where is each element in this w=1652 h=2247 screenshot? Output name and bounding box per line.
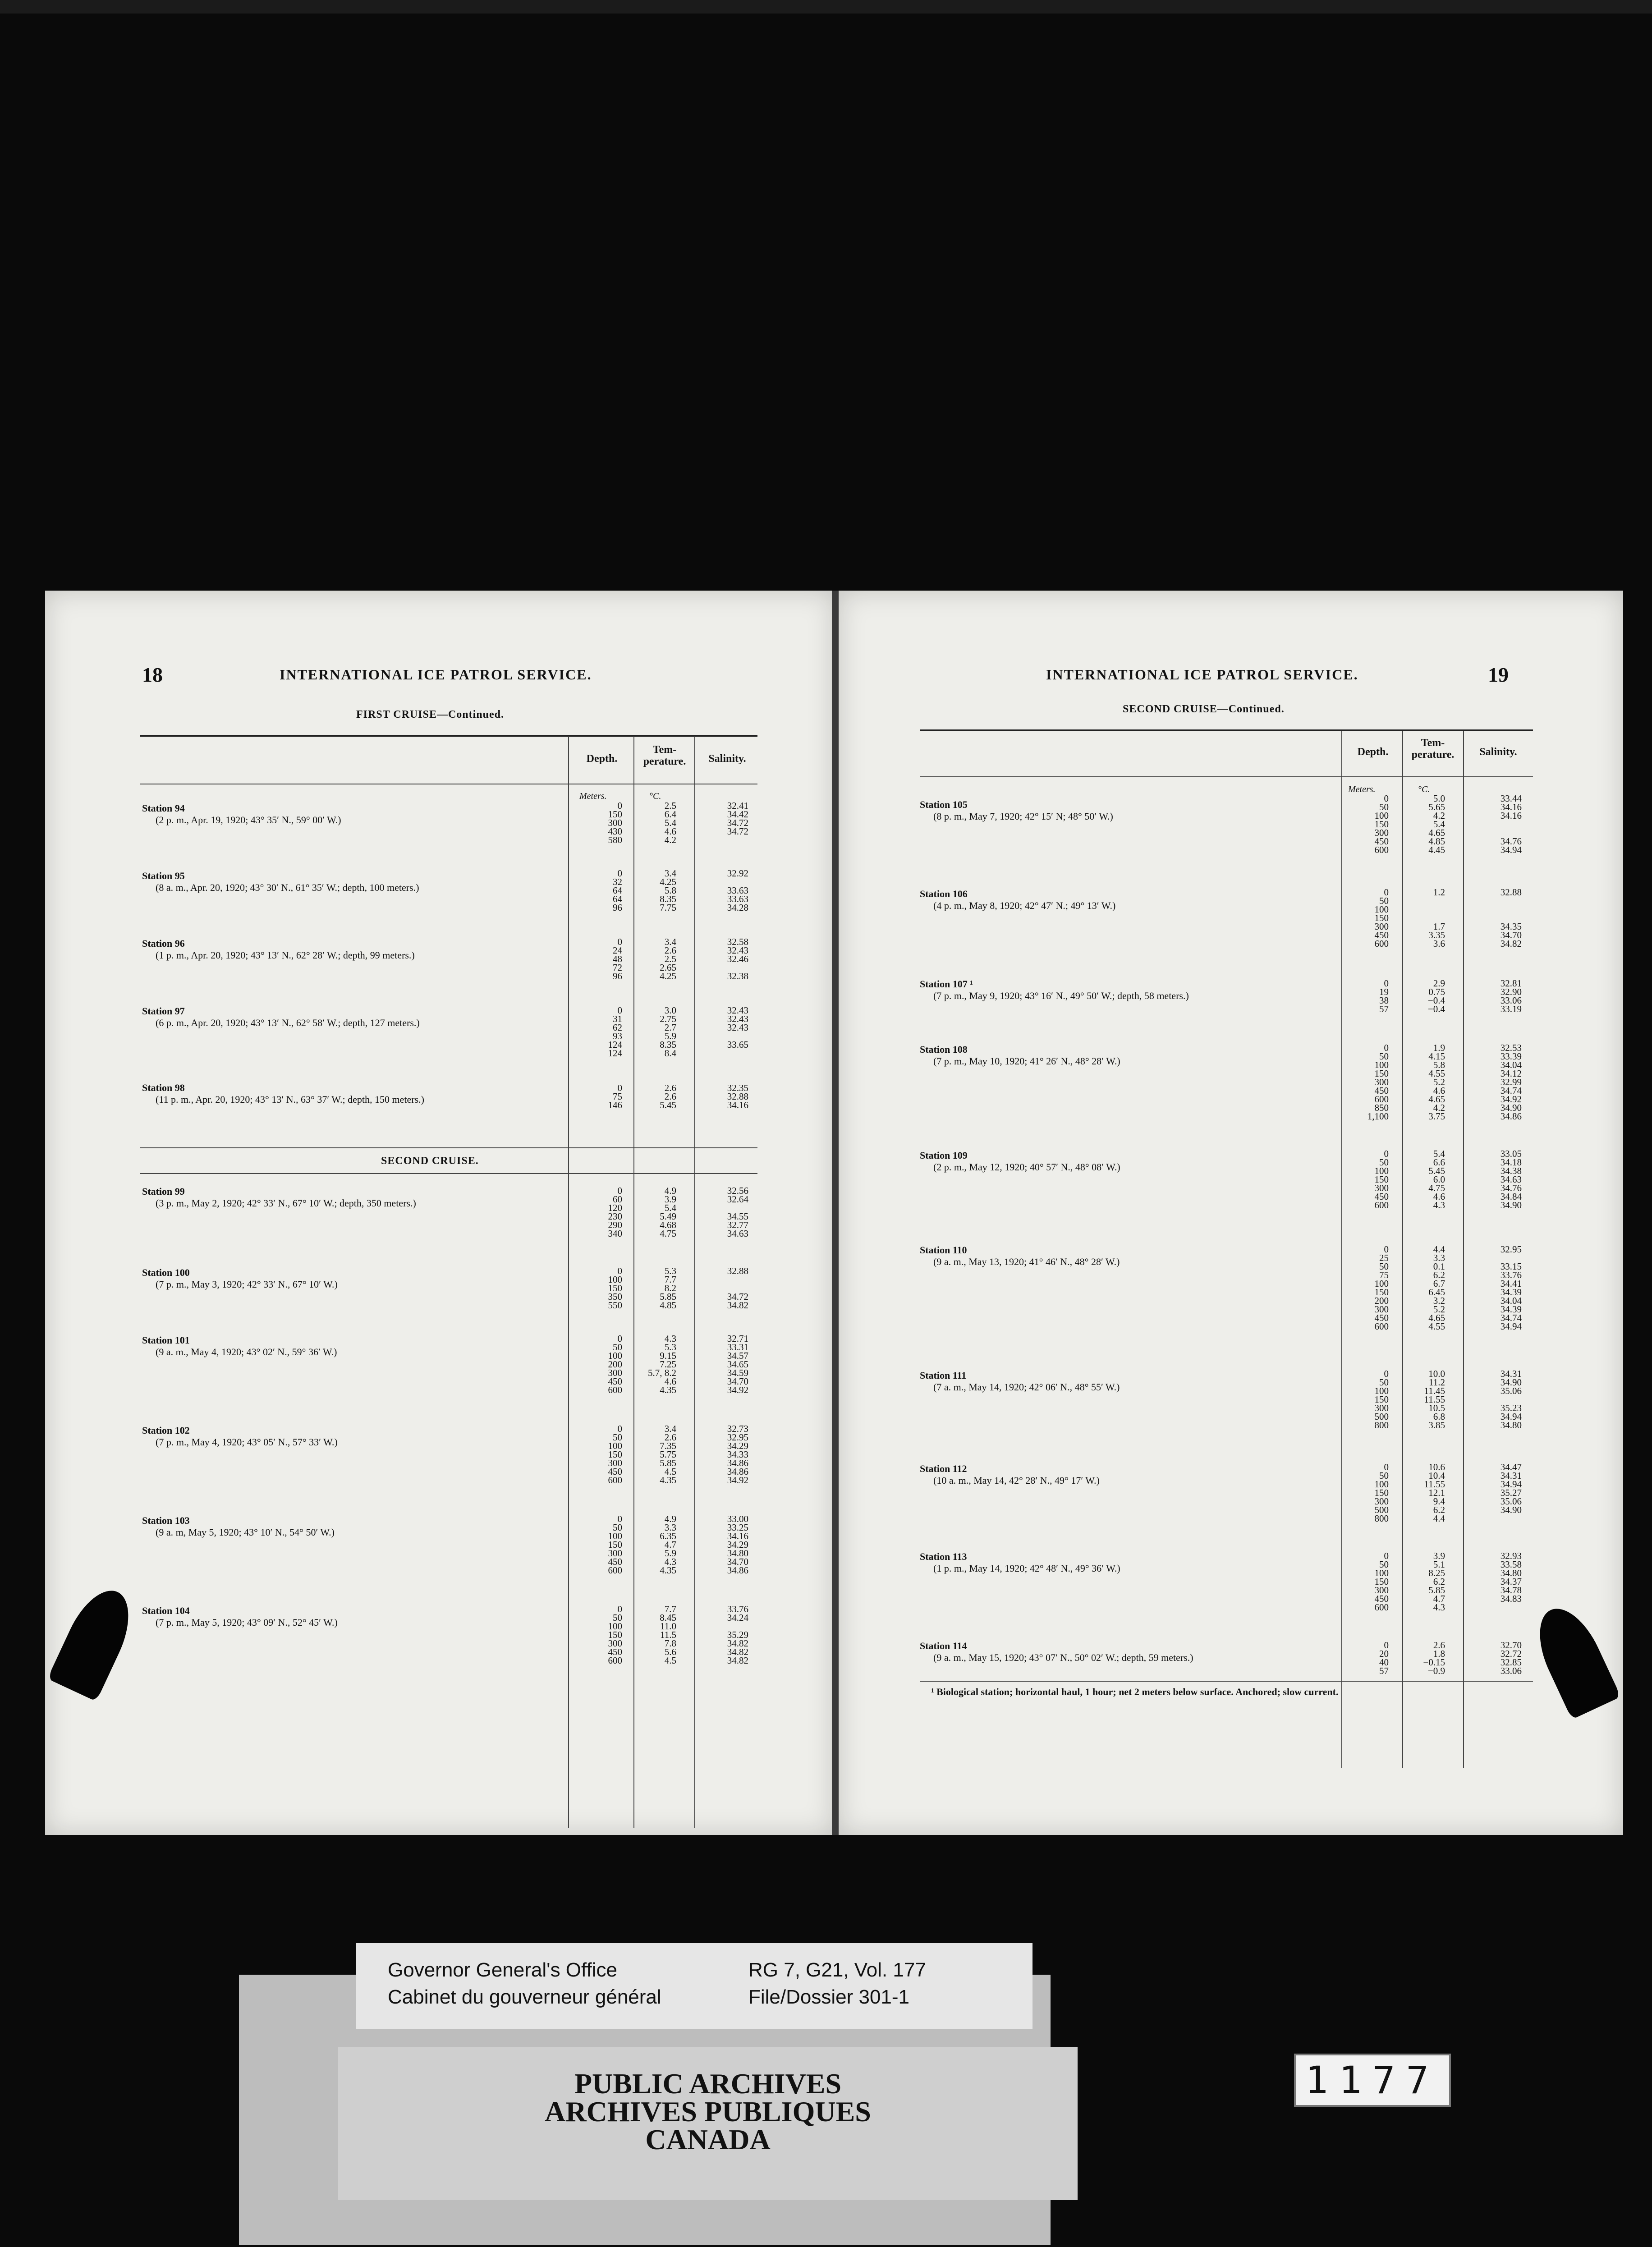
depth-values: 0 19 38 57: [1379, 978, 1389, 1014]
station-99: Station 99 (3 p. m., May 2, 1920; 42° 33′ N., 67° 10′ W.; depth, 350 meters.): [142, 1186, 416, 1209]
temperature-values: 3.4 2.6 7.35 5.75 5.85 4.5 4.35: [660, 1423, 676, 1486]
depth-values: 0 50 100 150 300 450 600 850 1,100: [1367, 1042, 1389, 1122]
depth-values: 0 50 100 150 300 450 600: [1374, 1148, 1389, 1211]
running-head: INTERNATIONAL ICE PATROL SERVICE.: [1046, 666, 1358, 683]
page-18: [45, 591, 834, 1835]
salinity-values: 32.81 32.90 33.06 33.19: [1500, 978, 1522, 1014]
depth-values: 0 50 100 150 300 500 800: [1374, 1368, 1389, 1431]
station-114: Station 114 (9 a. m., May 15, 1920; 43° 07′ N., 50° 02′ W.; depth, 59 meters.): [920, 1640, 1193, 1663]
column-rule: [694, 737, 695, 1828]
depth-values: 0 100 150 350 550: [608, 1266, 622, 1311]
salinity-values: 33.44 34.16 34.16 34.76 34.94: [1500, 793, 1522, 855]
temperature-values: 5.4 6.6 5.45 6.0 4.75 4.6 4.3: [1428, 1148, 1445, 1211]
station-111: Station 111 (7 a. m., May 14, 1920; 42° 06′ N., 48° 55′ W.): [920, 1370, 1120, 1393]
salinity-values: 32.35 32.88 34.16: [727, 1082, 748, 1110]
temperature-values: 5.3 7.7 8.2 5.85 4.85: [660, 1266, 676, 1311]
header-salinity: Salinity.: [708, 753, 746, 765]
column-rule: [633, 737, 634, 1828]
temperature-values: 1.2 1.7 3.35 3.6: [1428, 887, 1445, 949]
temperature-values: 2.6 2.6 5.45: [660, 1082, 676, 1110]
salinity-values: 32.56 32.64 34.55 32.77 34.63: [727, 1185, 748, 1239]
temperature-values: 3.9 5.1 8.25 6.2 5.85 4.7 4.3: [1428, 1550, 1445, 1613]
salinity-values: 32.73 32.95 34.29 34.33 34.86 34.86 34.92: [727, 1423, 748, 1486]
unit-depth: Meters.: [579, 791, 607, 801]
salinity-values: 32.88 34.35 34.70 34.82: [1500, 887, 1522, 949]
unit-temperature: °C.: [1418, 784, 1430, 794]
temperature-values: 3.0 2.75 2.7 5.9 8.35 8.4: [660, 1005, 676, 1059]
station-100: Station 100 (7 p. m., May 3, 1920; 42° 33′ N., 67° 10′ W.): [142, 1267, 338, 1290]
salinity-values: 32.93 33.58 34.80 34.37 34.78 34.83: [1500, 1550, 1522, 1604]
depth-values: 0 31 62 93 124 124: [608, 1005, 622, 1059]
temperature-values: 4.9 3.3 6.35 4.7 5.9 4.3 4.35: [660, 1513, 676, 1576]
station-98: Station 98 (11 p. m., Apr. 20, 1920; 43° 13′ N., 63° 37′ W.; depth, 150 meters.): [142, 1082, 424, 1105]
footnote: ¹ Biological station; horizontal haul, 1 hour; net 2 meters below surface. Anchored; slow current.: [931, 1686, 1339, 1697]
depth-values: 0 60 120 230 290 340: [608, 1185, 622, 1239]
station-101: Station 101 (9 a. m., May 4, 1920; 43° 02′ N., 59° 36′ W.): [142, 1334, 337, 1357]
section-heading: SECOND CRUISE—Continued.: [1123, 703, 1285, 715]
station-105: Station 105 (8 p. m., May 7, 1920; 42° 15′ N; 48° 50′ W.): [920, 799, 1113, 822]
station-104: Station 104 (7 p. m., May 5, 1920; 43° 09′ N., 52° 45′ W.): [142, 1605, 338, 1628]
station-109: Station 109 (2 p. m., May 12, 1920; 40° 57′ N., 48° 08′ W.): [920, 1150, 1120, 1173]
station-96: Station 96 (1 p. m., Apr. 20, 1920; 43° 13′ N., 62° 28′ W.; depth, 99 meters.): [142, 938, 415, 961]
temperature-values: 2.5 6.4 5.4 4.6 4.2: [664, 800, 676, 845]
header-depth: Depth.: [586, 753, 618, 765]
salinity-values: 32.41 34.42 34.72 34.72: [727, 800, 748, 837]
salinity-values: 32.53 33.39 34.04 34.12 32.99 34.74 34.92 34.90 34.86: [1500, 1042, 1522, 1122]
temperature-values: 5.0 5.65 4.2 5.4 4.65 4.85 4.45: [1428, 793, 1445, 855]
record-group: RG 7, G21, Vol. 177: [748, 1959, 926, 1981]
archives-line-1: PUBLIC ARCHIVES: [574, 2068, 842, 2100]
office-name-en: Governor General's Office: [388, 1959, 617, 1981]
temperature-values: 10.0 11.2 11.45 11.55 10.5 6.8 3.85: [1424, 1368, 1445, 1431]
open-book: [45, 591, 1623, 1835]
frame-number: 1177: [1294, 2054, 1451, 2107]
temperature-values: 3.4 4.25 5.8 8.35 7.75: [660, 868, 676, 913]
depth-values: 0 25 50 75 100 150 200 300 450 600: [1374, 1244, 1389, 1332]
station-110: Station 110 (9 a. m., May 13, 1920; 41° 46′ N., 48° 28′ W.): [920, 1244, 1120, 1267]
station-102: Station 102 (7 p. m., May 4, 1920; 43° 05′ N., 57° 33′ W.): [142, 1425, 338, 1448]
temperature-values: 10.6 10.4 11.55 12.1 9.4 6.2 4.4: [1424, 1462, 1445, 1524]
temperature-values: 4.9 3.9 5.4 5.49 4.68 4.75: [660, 1185, 676, 1239]
depth-values: 0 50 100 150 300 450 600: [608, 1604, 622, 1666]
depth-values: 0 50 100 150 300 450 600: [1374, 1550, 1389, 1613]
file-number: File/Dossier 301-1: [748, 1986, 910, 2008]
column-rule: [1463, 731, 1464, 1768]
station-97: Station 97 (6 p. m., Apr. 20, 1920; 43° 13′ N., 62° 58′ W.; depth, 127 meters.): [142, 1005, 420, 1028]
salinity-values: 32.88 34.72 34.82: [727, 1266, 748, 1311]
station-106: Station 106 (4 p. m., May 8, 1920; 42° 47′ N.; 49° 13′ W.): [920, 888, 1116, 911]
header-temperature: Tem- perature.: [643, 744, 686, 767]
salinity-values: 32.95 33.15 33.76 34.41 34.39 34.04 34.39 34.74 34.94: [1500, 1244, 1522, 1332]
header-temperature: Tem- perature.: [1411, 737, 1455, 761]
archives-line-2: ARCHIVES PUBLIQUES: [545, 2096, 871, 2128]
station-95: Station 95 (8 a. m., Apr. 20, 1920; 43° 30′ N., 61° 35′ W.; depth, 100 meters.): [142, 870, 419, 893]
table-top-rule: [920, 729, 1533, 731]
temperature-values: 2.6 1.8 −0.15 −0.9: [1423, 1640, 1445, 1676]
page-number: 18: [142, 663, 163, 686]
station-103: Station 103 (9 a. m, May 5, 1920; 43° 10′ N., 54° 50′ W.): [142, 1515, 335, 1538]
column-rule: [1402, 731, 1403, 1768]
temperature-values: 2.9 0.75 −0.4 −0.4: [1427, 978, 1445, 1014]
salinity-values: 33.05 34.18 34.38 34.63 34.76 34.84 34.90: [1500, 1148, 1522, 1211]
temperature-values: 3.4 2.6 2.5 2.65 4.25: [660, 936, 676, 981]
station-113: Station 113 (1 p. m., May 14, 1920; 42° 48′ N., 49° 36′ W.): [920, 1551, 1120, 1574]
salinity-values: 33.76 34.24 35.29 34.82 34.82 34.82: [727, 1604, 748, 1666]
page-number: 19: [1488, 663, 1509, 686]
archive-label-card: [356, 1943, 1032, 2029]
salinity-values: 34.47 34.31 34.94 35.27 35.06 34.90: [1500, 1462, 1522, 1515]
depth-values: 0 50 100 150 300 450 600: [1374, 793, 1389, 855]
station-107: Station 107 ¹ (7 p. m., May 9, 1920; 43° 16′ N., 49° 50′ W.; depth, 58 meters.): [920, 978, 1189, 1001]
depth-values: 0 75 146: [608, 1082, 622, 1110]
salinity-values: 34.31 34.90 35.06 35.23 34.94 34.80: [1500, 1368, 1522, 1431]
salinity-values: 32.71 33.31 34.57 34.65 34.59 34.70 34.92: [727, 1333, 748, 1395]
header-rule: [920, 776, 1533, 777]
page-19: [839, 591, 1623, 1835]
table-top-rule: [140, 735, 757, 737]
depth-values: 0 50 100 150 300 450 600: [608, 1513, 622, 1576]
depth-values: 0 20 40 57: [1379, 1640, 1389, 1676]
salinity-values: 32.70 32.72 32.85 33.06: [1500, 1640, 1522, 1676]
film-edge: [0, 0, 1652, 14]
unit-depth: Meters.: [1348, 784, 1376, 794]
station-108: Station 108 (7 p. m., May 10, 1920; 41° 26′ N., 48° 28′ W.): [920, 1044, 1120, 1067]
temperature-values: 4.3 5.3 9.15 7.25 5.7, 8.2 4.6 4.35: [648, 1333, 676, 1395]
header-depth: Depth.: [1357, 746, 1389, 758]
depth-values: 0 50 100 200 300 450 600: [608, 1333, 622, 1395]
depth-values: 0 50 100 150 300 450 600: [608, 1423, 622, 1486]
column-rule: [568, 737, 569, 1828]
archives-line-3: CANADA: [645, 2123, 771, 2155]
table-bottom-rule: [920, 1681, 1533, 1682]
section-heading: SECOND CRUISE.: [381, 1155, 479, 1167]
column-rule: [1341, 731, 1342, 1768]
station-112: Station 112 (10 a. m., May 14, 42° 28′ N., 49° 17′ W.): [920, 1463, 1100, 1486]
salinity-values: 32.43 32.43 32.43 33.65: [727, 1005, 748, 1050]
office-name-fr: Cabinet du gouverneur général: [388, 1986, 661, 2008]
salinity-values: 32.92 33.63 33.63 34.28: [727, 868, 748, 913]
running-head: INTERNATIONAL ICE PATROL SERVICE.: [280, 666, 592, 683]
temperature-values: 7.7 8.45 11.0 11.5 7.8 5.6 4.5: [660, 1604, 676, 1666]
unit-temperature: °C.: [649, 791, 661, 801]
depth-values: 0 150 300 430 580: [608, 800, 622, 845]
salinity-values: 32.58 32.43 32.46 32.38: [727, 936, 748, 981]
temperature-values: 4.4 3.3 0.1 6.2 6.7 6.45 3.2 5.2 4.65 4.55: [1428, 1244, 1445, 1332]
section-heading: FIRST CRUISE—Continued.: [356, 709, 504, 720]
salinity-values: 33.00 33.25 34.16 34.29 34.80 34.70 34.86: [727, 1513, 748, 1576]
station-94: Station 94 (2 p. m., Apr. 19, 1920; 43° 35′ N., 59° 00′ W.): [142, 802, 341, 825]
section-rule: [140, 1147, 757, 1148]
depth-values: 0 32 64 64 96: [613, 868, 622, 913]
depth-values: 0 50 100 150 300 450 600: [1374, 887, 1389, 949]
header-salinity: Salinity.: [1479, 746, 1517, 758]
section-rule: [140, 1173, 757, 1174]
depth-values: 0 24 48 72 96: [613, 936, 622, 981]
depth-values: 0 50 100 150 300 500 800: [1374, 1462, 1389, 1524]
temperature-values: 1.9 4.15 5.8 4.55 5.2 4.6 4.65 4.2 3.75: [1428, 1042, 1445, 1122]
